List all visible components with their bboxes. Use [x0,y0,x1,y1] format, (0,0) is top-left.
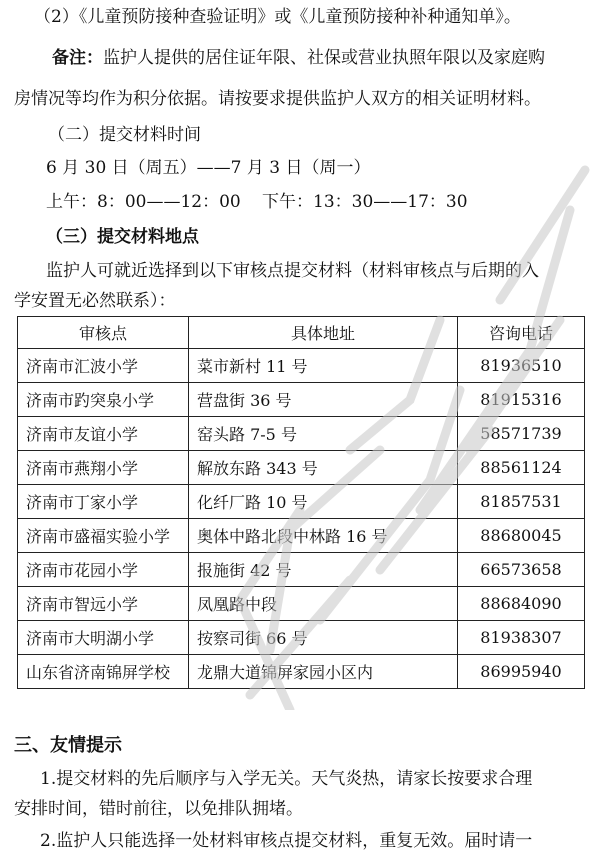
submission-dates: 6 月 30 日（周五）——7 月 3 日（周一） [46,158,371,178]
site-name: 济南市大明湖小学 [18,621,189,655]
site-name: 山东省济南锦屏学校 [18,655,189,689]
review-sites-table [17,316,585,689]
note-text-1: 监护人提供的居住证年限、社保或营业执照年限以及家庭购 [103,48,545,68]
table-row [18,553,585,587]
site-name: 济南市友谊小学 [18,417,189,451]
site-address: 报施街 42 号 [189,553,458,587]
site-name: 济南市盛福实验小学 [18,519,189,553]
requirement-item-2: （2）《儿童预防接种查验证明》或《儿童预防接种补种通知单》。 [34,7,521,27]
section-tips-title: 三、友情提示 [14,735,122,756]
note-label: 备注： [52,48,103,68]
table-row [18,655,585,689]
section-3-title: （三）提交材料地点 [46,227,199,247]
table-row [18,485,585,519]
table-row [18,587,585,621]
site-phone: 81915316 [458,383,585,417]
site-phone: 86995940 [458,655,585,689]
table-row [18,519,585,553]
tip-1-line-2: 安排时间，错时前往，以免排队拥堵。 [14,799,303,819]
site-phone: 88684090 [458,587,585,621]
site-name: 济南市燕翔小学 [18,451,189,485]
site-address: 按察司街 66 号 [189,621,458,655]
site-address: 凤凰路中段 [189,587,458,621]
site-name: 济南市智远小学 [18,587,189,621]
note-line-2: 房情况等均作为积分依据。请按要求提供监护人双方的相关证明材料。 [14,89,541,109]
table-header-row [18,317,585,349]
header-phone: 咨询电话 [458,317,585,349]
site-address: 龙鼎大道锦屏家园小区内 [189,655,458,689]
site-phone: 66573658 [458,553,585,587]
submission-time-am: 上午：8：00——12：00 [46,192,241,212]
table-row [18,451,585,485]
site-address: 菜市新村 11 号 [189,349,458,383]
tip-2-line-1: 2.监护人只能选择一处材料审核点提交材料，重复无效。届时请一 [40,831,533,851]
site-phone: 58571739 [458,417,585,451]
site-phone: 81938307 [458,621,585,655]
site-phone: 88680045 [458,519,585,553]
site-address: 窑头路 7-5 号 [189,417,458,451]
site-name: 济南市汇波小学 [18,349,189,383]
site-phone: 81936510 [458,349,585,383]
table-row [18,417,585,451]
site-address: 化纤厂路 10 号 [189,485,458,519]
section-2-title: （二）提交材料时间 [48,125,201,145]
site-name: 济南市丁家小学 [18,485,189,519]
table-row [18,383,585,417]
location-intro-line-2: 学安置无必然联系）： [14,291,176,311]
site-name: 济南市花园小学 [18,553,189,587]
site-address: 解放东路 343 号 [189,451,458,485]
table-row [18,349,585,383]
site-phone: 81857531 [458,485,585,519]
site-address: 营盘街 36 号 [189,383,458,417]
header-site: 审核点 [18,317,189,349]
site-phone: 88561124 [458,451,585,485]
site-name: 济南市趵突泉小学 [18,383,189,417]
tip-1-line-1: 1.提交材料的先后顺序与入学无关。天气炎热，请家长按要求合理 [40,769,533,789]
header-address: 具体地址 [189,317,458,349]
submission-time-pm: 下午：13：30——17：30 [262,192,468,212]
table-row [18,621,585,655]
note-line-1 [52,47,545,69]
location-intro-line-1: 监护人可就近选择到以下审核点提交材料（材料审核点与后期的入 [46,261,539,281]
site-address: 奥体中路北段中林路 16 号 [189,519,458,553]
